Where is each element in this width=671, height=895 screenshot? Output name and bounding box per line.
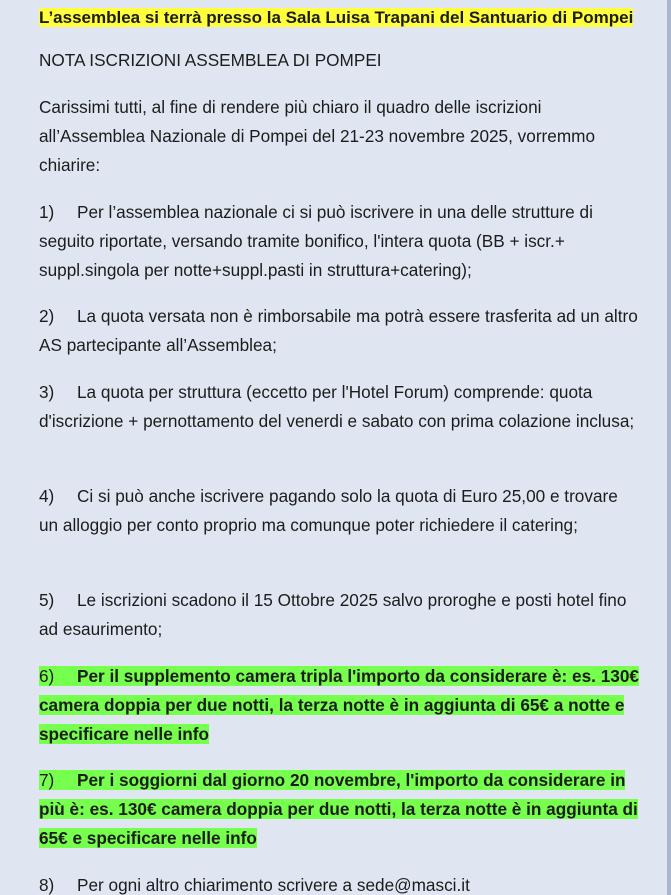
item-number: 7) — [39, 770, 55, 790]
item-number: 1) — [39, 202, 55, 222]
document-heading — [39, 46, 639, 75]
item-text: Le iscrizioni scadono il 15 Ottobre 2025 salvo proroghe e posti hotel fino ad esaurimento; — [39, 590, 627, 639]
item-number: 6) — [39, 666, 55, 686]
intro-paragraph — [39, 93, 639, 180]
item-text: La quota versata non è rimborsabile ma potrà essere trasferita ad un altro AS partecipante all’Assemblea; — [39, 306, 638, 355]
item-text: Ci si può anche iscrivere pagando solo la quota di Euro 25,00 e trovare un alloggio per conto proprio ma comunque poter richiedere il catering; — [39, 486, 618, 535]
item-text: Per l’assemblea nazionale ci si può iscrivere in una delle strutture di seguito riportate, versando tramite bonifico, l'intera quota (BB + iscr.+ suppl.singola per notte+suppl.pasti in struttura+catering); — [39, 202, 593, 280]
item-text: La quota per struttura (eccetto per l'Hotel Forum) comprende: quota d'iscrizione + pernottamento del venerdi e sabato con prima colazione inclusa; — [39, 382, 635, 431]
list-item-5 — [39, 586, 639, 644]
item-number: 8) — [39, 875, 55, 895]
item-number: 2) — [39, 306, 55, 326]
scrollbar-thumb[interactable] — [667, 0, 671, 895]
list-item-3 — [39, 378, 639, 436]
item-number: 4) — [39, 486, 55, 506]
intro-text: Carissimi tutti, al fine di rendere più chiaro il quadro delle iscrizioni all’Assemblea Nazionale di Pompei del 21-23 novembre 2025, vorremmo chiarire: — [39, 97, 596, 175]
list-item-6 — [39, 662, 639, 749]
item-text: Per ogni altro chiarimento scrivere a sede@masci.it — [77, 875, 470, 895]
item-number: 5) — [39, 590, 55, 610]
banner-text: L’assemblea si terrà presso la Sala Luisa Trapani del Santuario di Pompei — [39, 8, 634, 27]
item-text: Per il supplemento camera tripla l'importo da considerare è: es. 130€ camera doppia per due notti, la terza notte è in aggiunta di 65€ a notte e specificare nelle info — [39, 666, 639, 744]
list-item-8 — [39, 871, 639, 895]
vertical-scrollbar[interactable] — [667, 0, 671, 895]
list-item-7 — [39, 766, 639, 853]
heading-text: NOTA ISCRIZIONI ASSEMBLEA DI POMPEI — [39, 50, 382, 70]
banner-note — [39, 3, 633, 32]
item-number: 3) — [39, 382, 55, 402]
item-text: Per i soggiorni dal giorno 20 novembre, l'importo da considerare in più è: es. 130€ camera doppia per due notti, la terza notte è in aggiunta di 65€ e specificare nelle info — [39, 770, 638, 848]
list-item-2 — [39, 302, 639, 360]
list-item-4 — [39, 482, 639, 540]
list-item-1 — [39, 198, 639, 285]
